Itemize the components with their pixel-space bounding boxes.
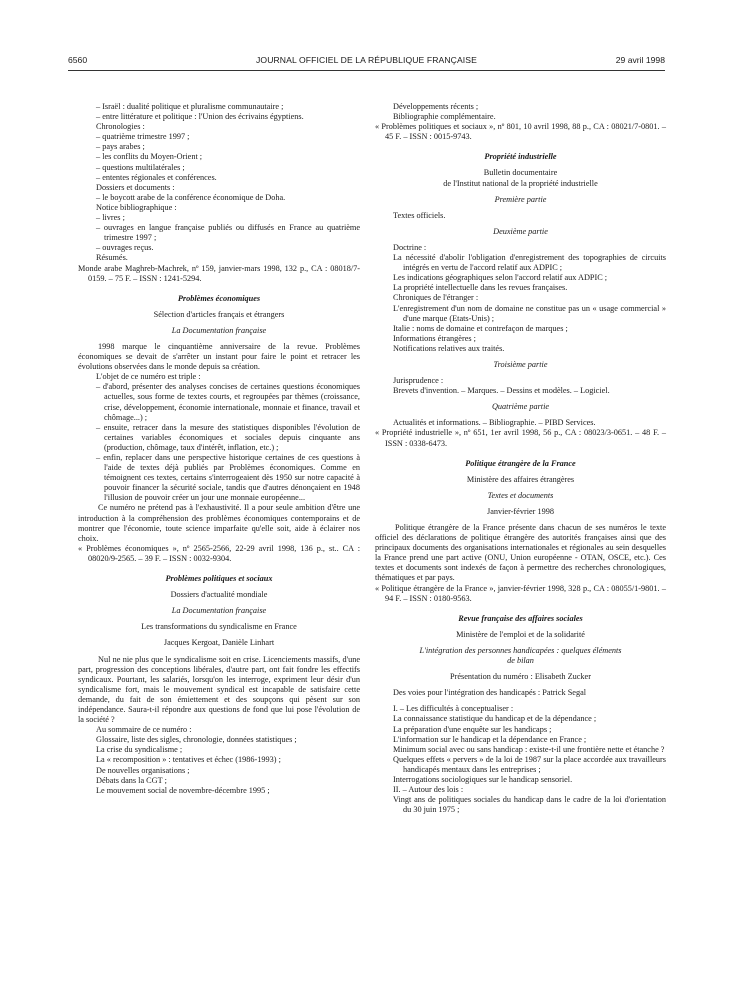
- text-line: La connaissance statistique du handicap et de la dépendance ;: [393, 714, 597, 724]
- text-line: – le boycott arabe de la conférence économique de Doha.: [96, 192, 286, 202]
- text-line: – Israël : dualité politique et pluralisme communautaire ;: [96, 102, 284, 111]
- section-heading: Politique étrangère de la France: [465, 458, 576, 468]
- text-line: Dossiers et documents :: [96, 182, 175, 192]
- issue-period: Janvier-février 1998: [487, 506, 554, 516]
- page-header: [68, 55, 665, 69]
- text-line: Le mouvement social de novembre-décembre 1995 ;: [96, 785, 270, 795]
- citation: Monde arabe Maghreb-Machrek, nº 159, janvier-mars 1998, 132 p., CA : 08018/7-0159. – 75 F. – ISSN : 1241-5294.: [78, 263, 360, 283]
- article-title: Les transformations du syndicalisme en France: [141, 622, 297, 632]
- text-line: Doctrine :: [393, 242, 427, 252]
- subheading: Dossiers d'actualité mondiale: [170, 590, 268, 600]
- list-item: – enfin, replacer dans une perspective historique certaines de ces questions à l'aide de textes déjà publiés par Problèmes économiques. Comme en témoignent ces textes, certains s'interrogeaient dès 1950 sur notre capacité à pouvoir financer la sécurité sociale, tandis que d'autres dénonçaient en 1948 l'illusion de pouvoir créer un jour une monnaie européenne...: [96, 453, 360, 503]
- text-line: Débats dans la CGT ;: [96, 775, 167, 785]
- text-line: Informations étrangères ;: [393, 333, 476, 343]
- list-item: – d'abord, présenter des analyses concises de certaines questions économiques actuelles, sous forme de textes courts, et regroupées par thèmes (croissance, crise, développement, économie internationale, monnaie et finance, travail et chômage...) ;: [96, 382, 360, 422]
- text-line: I. – Les difficultés à conceptualiser :: [393, 704, 514, 714]
- list-item: Vingt ans de politiques sociales du handicap dans le cadre de la loi d'orientation du 30 juin 1975 ;: [393, 795, 666, 815]
- text-line: – pays arabes ;: [96, 142, 145, 152]
- section-heading: Propriété industrielle: [484, 152, 557, 162]
- paragraph: Politique étrangère de la France présente dans chacun de ses numéros le texte officiel des déclarations de politique étrangère des autorités françaises ainsi que des principaux documents des organisations internationales et régionales au sein desquelles la France prend une part active (ONU, Union européenne - OTAN, OSCE, etc.). Ces textes et documents sont indexés de façon à permettre des recherches chronologiques, thématiques et par pays.: [375, 523, 666, 583]
- presentation: Présentation du numéro : Elisabeth Zucker: [450, 672, 591, 682]
- publisher: Textes et documents: [487, 490, 554, 500]
- part-heading: Deuxième partie: [493, 226, 548, 236]
- part-heading: Troisième partie: [493, 359, 548, 369]
- text-line: Chroniques de l'étranger :: [393, 293, 479, 303]
- section-heading: Problèmes économiques: [177, 293, 261, 303]
- subheading: Bulletin documentaire: [483, 168, 558, 178]
- text-line: Notice bibliographique :: [96, 202, 177, 212]
- text-line: – ouvrages reçus.: [96, 243, 154, 253]
- text-line: La préparation d'une enquête sur les handicaps ;: [393, 724, 552, 734]
- list-item: – ensuite, retracer dans la mesure des statistiques disponibles l'évolution de certaines variables économiques et sociales depuis cinquante ans (production, chômage, taux d'intérêt, inflation, etc.) ;: [96, 422, 360, 452]
- part-heading: Première partie: [494, 194, 547, 204]
- list-item: Minimum social avec ou sans handicap : existe-t-il une frontière nette et étanche ?: [393, 744, 665, 754]
- page-number: 6560: [68, 55, 88, 65]
- text-line: Développements récents ;: [393, 102, 479, 111]
- text-line: Des voies pour l'intégration des handicapés : Patrick Segal: [393, 688, 587, 698]
- text-line: – les conflits du Moyen-Orient ;: [96, 152, 203, 162]
- left-column: [78, 102, 360, 796]
- text-line: Résumés.: [96, 253, 128, 263]
- paragraph: Ce numéro ne prétend pas à l'exhaustivité. Il a pour seule ambition d'être une introduction à la compréhension des problèmes économiques contemporains et de montrer que l'économie, toute science imparfaite qu'elle soit, aide à éclairer nos choix.: [78, 503, 360, 543]
- text-line: Notifications relatives aux traités.: [393, 343, 505, 353]
- text-line: Textes officiels.: [393, 210, 446, 220]
- text-line: – ouvrages en langue française publiés ou diffusés en France au quatrième trimestre 1997 ;: [96, 223, 360, 243]
- citation: « Problèmes politiques et sociaux », nº 801, 10 avril 1998, 88 p., CA : 08021/7-0801. – 45 F. – ISSN : 0015-9743.: [375, 122, 666, 142]
- subheading: de l'Institut national de la propriété industrielle: [443, 178, 598, 188]
- publisher: La Documentation française: [171, 606, 267, 616]
- text-line: La propriété intellectuelle dans les revues françaises.: [393, 283, 568, 293]
- part-heading: Quatrième partie: [491, 402, 550, 412]
- citation: « Propriété industrielle », nº 651, 1er avril 1998, 56 p., CA : 08023/3-0651. – 48 F. – ISSN : 0338-6473.: [375, 428, 666, 448]
- citation: « Politique étrangère de la France », janvier-février 1998, 328 p., CA : 08055/1-9801. – 94 F. – ISSN : 0180-9563.: [375, 583, 666, 603]
- authors: Jacques Kergoat, Danièle Linhart: [163, 638, 275, 648]
- right-column: [375, 102, 666, 815]
- list-item: L'enregistrement d'un nom de domaine ne constitue pas un « usage commercial » d'une marque (Etats-Unis) ;: [393, 303, 666, 323]
- list-item: La nécessité d'abolir l'obligation d'enregistrement des topographies de circuits intégrés en vertu de l'accord relatif aux ADPIC ;: [393, 253, 666, 273]
- text-line: De nouvelles organisations ;: [96, 765, 190, 775]
- paragraph: Nul ne nie plus que le syndicalisme soit en crise. Licenciements massifs, d'une part, progression des conceptions libérales, d'autre part, ont fait fondre les effectifs syndicaux. Pourtant, les salariés, lorsqu'on les interroge, expriment leur désir d'un syndicalisme fort, mais le mouvement syndical est incapable de satisfaire cette demande, du fait de son émiettement et des soupçons qui pèsent sur son indépendance. Saura-t-il répondre aux questions de fond que lui pose l'évolution de la société ?: [78, 654, 360, 725]
- text-line: – livres ;: [96, 213, 125, 223]
- list-item: Brevets d'invention. – Marques. – Dessins et modèles. – Logiciel.: [393, 386, 610, 396]
- text-line: Au sommaire de ce numéro :: [96, 725, 192, 735]
- text-line: – entre littérature et politique : l'Union des écrivains égyptiens.: [96, 112, 304, 122]
- paragraph: 1998 marque le cinquantième anniversaire de la revue. Problèmes économiques se devait de s'arrêter un instant pour faire le point et retracer les évolutions observées dans le monde depuis sa création.: [78, 341, 360, 372]
- subheading: Ministère des affaires étrangères: [466, 474, 575, 484]
- text-line: Jurisprudence :: [393, 376, 444, 386]
- subheading: Sélection d'articles français et étrangers: [153, 309, 285, 319]
- text-line: La « recomposition » : tentatives et échec (1986-1993) ;: [96, 755, 281, 765]
- journal-title: JOURNAL OFFICIEL DE LA RÉPUBLIQUE FRANÇAISE: [256, 55, 477, 65]
- subheading: Ministère de l'emploi et de la solidarité: [456, 629, 585, 639]
- text-line: L'information sur le handicap et la dépendance en France ;: [393, 734, 587, 744]
- issue-title: L'intégration des personnes handicapées : quelques éléments de bilan: [419, 645, 622, 666]
- section-heading: Problèmes politiques et sociaux: [165, 574, 273, 584]
- text-line: II. – Autour des lois :: [393, 785, 464, 795]
- text-line: Italie : noms de domaine et contrefaçon de marques ;: [393, 323, 568, 333]
- text-line: Interrogations sociologiques sur le handicap sensoriel.: [393, 774, 573, 784]
- text-line: Bibliographie complémentaire.: [393, 112, 496, 122]
- section-heading: Revue française des affaires sociales: [458, 613, 583, 623]
- publisher: La Documentation française: [171, 325, 267, 335]
- text-line: – ententes régionales et conférences.: [96, 172, 217, 182]
- text-line: Chronologies :: [96, 122, 145, 132]
- text-line: Glossaire, liste des sigles, chronologie, données statistiques ;: [96, 735, 297, 745]
- text-line: Actualités et informations. – Bibliographie. – PIBD Services.: [393, 418, 596, 428]
- citation: « Problèmes économiques », nº 2565-2566, 22-29 avril 1998, 136 p., st.. CA : 08020/9-2565. – 39 F. – ISSN : 0032-9304.: [78, 543, 360, 563]
- text-line: L'objet de ce numéro est triple :: [96, 372, 201, 382]
- issue-date: 29 avril 1998: [615, 55, 665, 65]
- text-line: – questions multilatérales ;: [96, 162, 185, 172]
- text-line: – quatrième trimestre 1997 ;: [96, 132, 190, 142]
- list-item: Quelques effets « pervers » de la loi de 1987 sur la place accordée aux travailleurs handicapés mentaux dans les entreprises ;: [393, 754, 666, 774]
- header-rule: [68, 70, 665, 71]
- list-item: Les indications géographiques selon l'accord relatif aux ADPIC ;: [393, 273, 608, 283]
- text-line: La crise du syndicalisme ;: [96, 745, 183, 755]
